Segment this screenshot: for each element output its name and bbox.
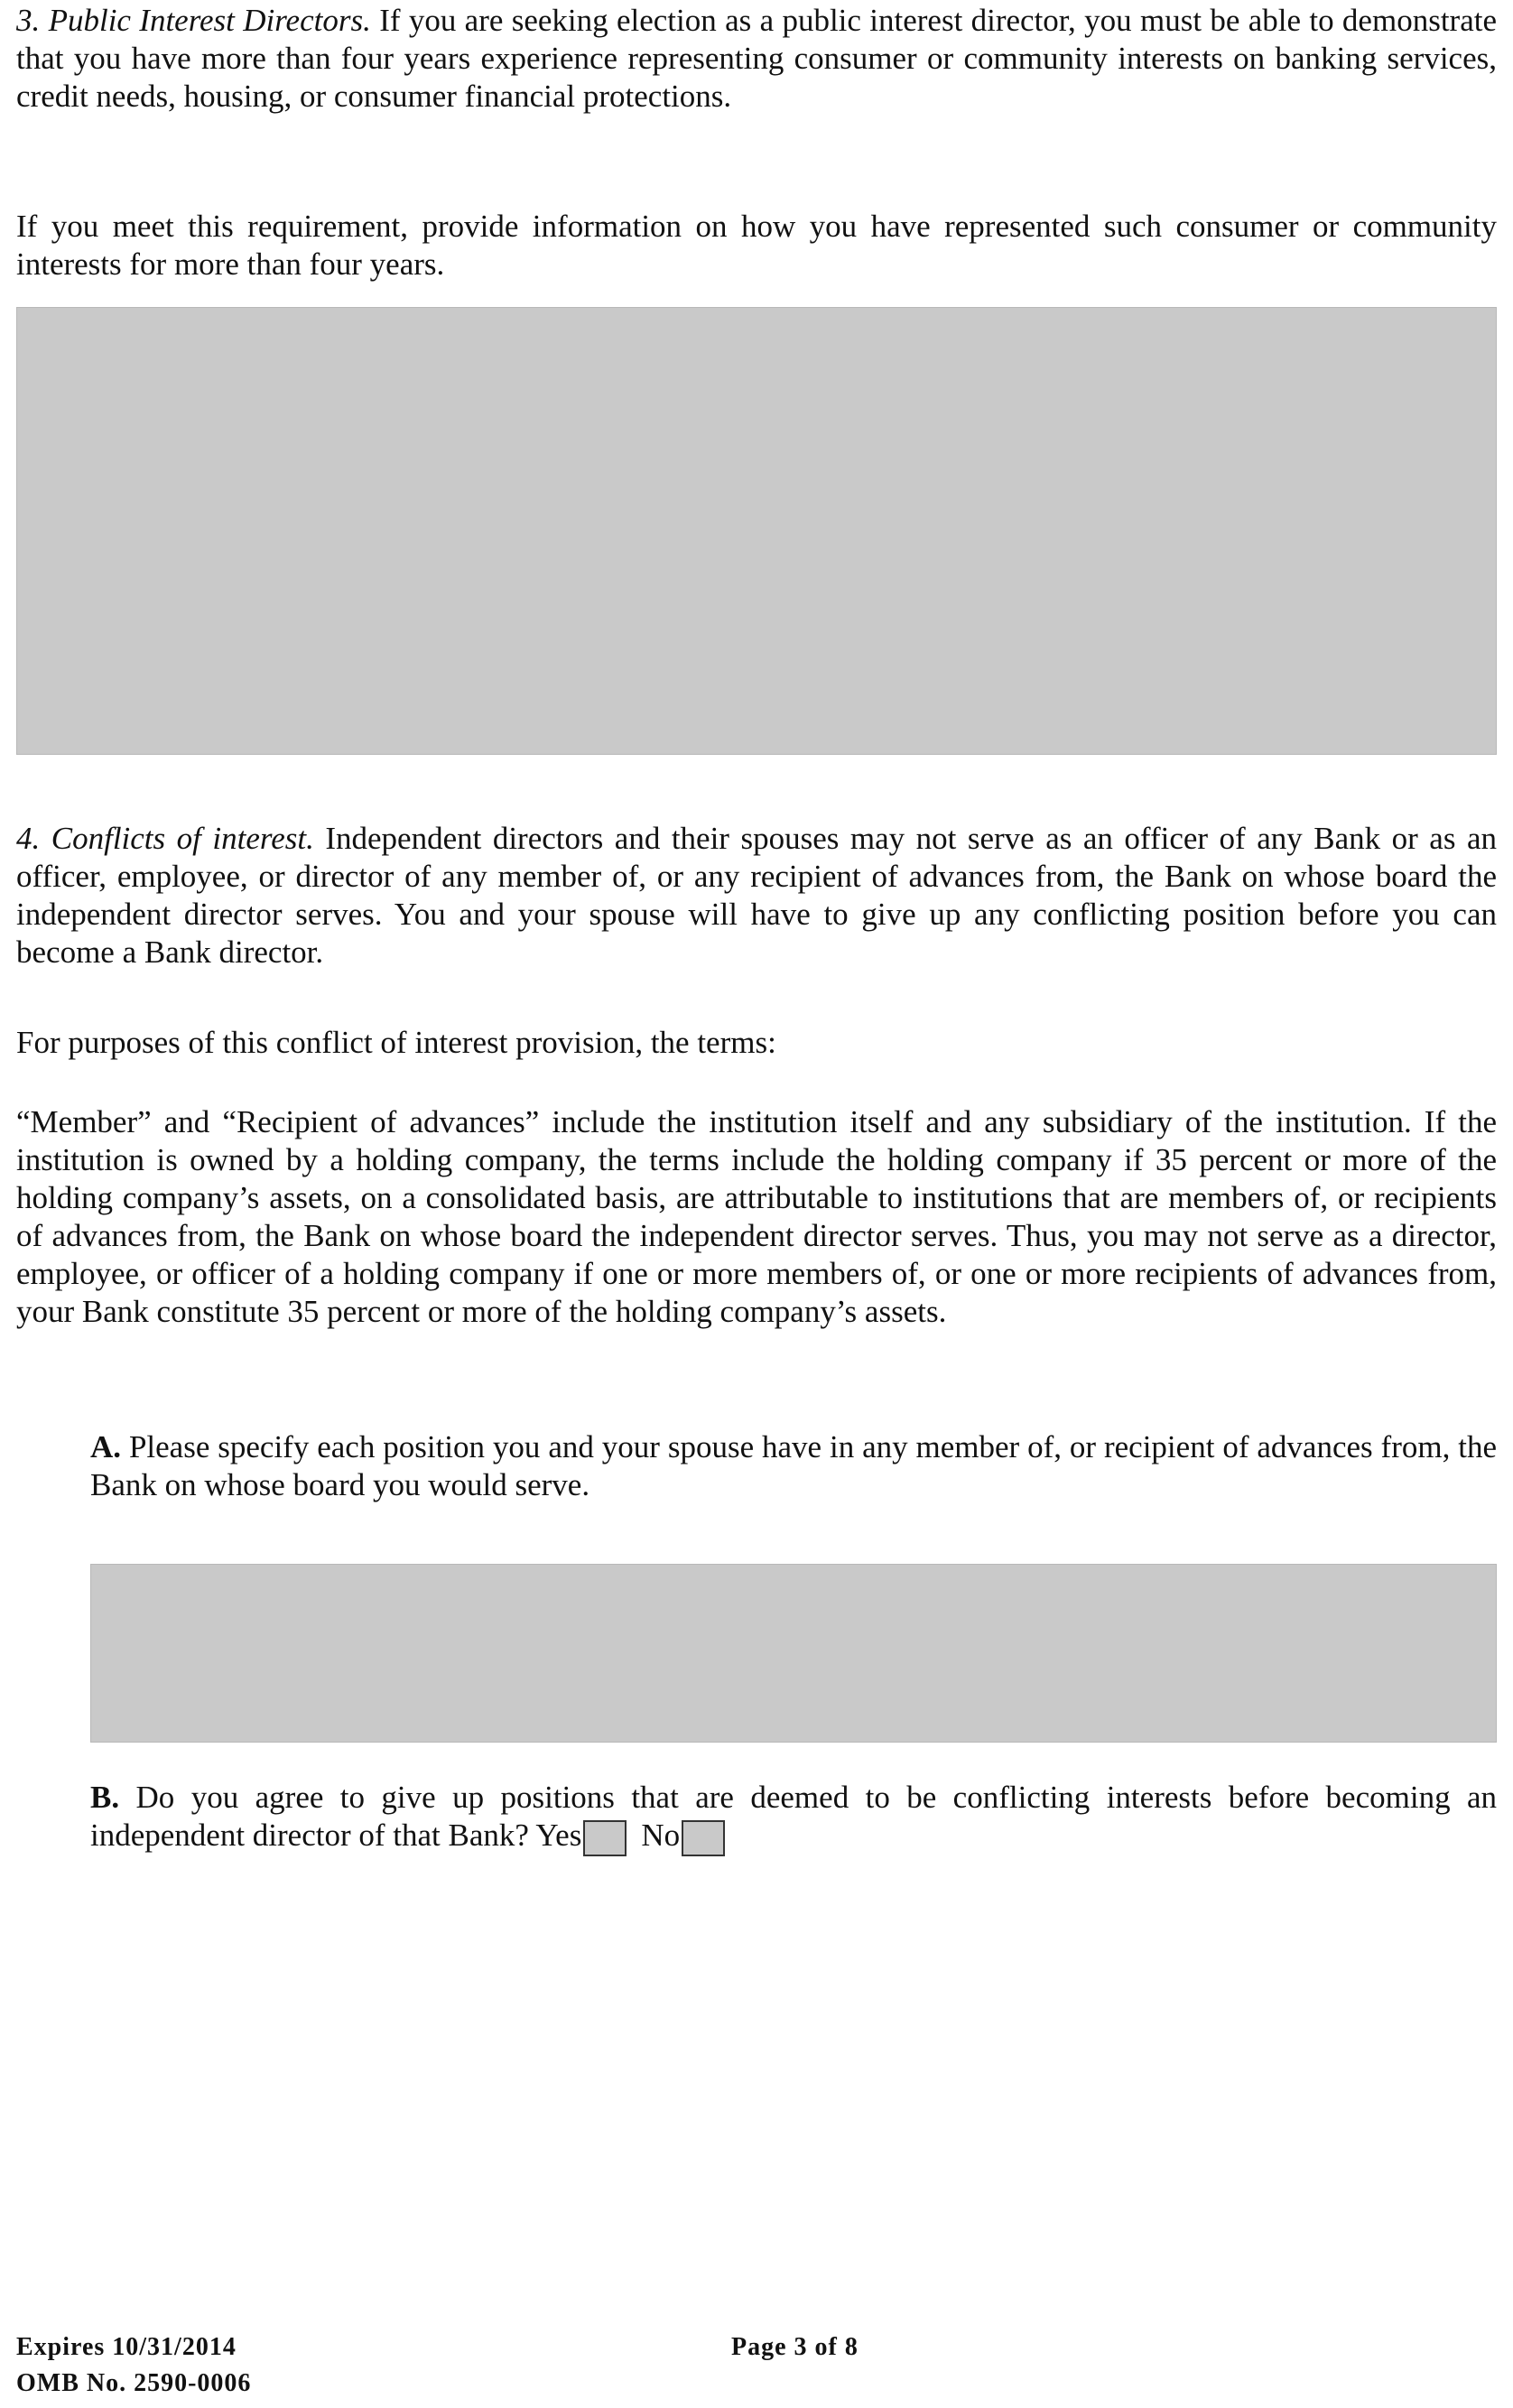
section-3-heading: 3. Public Interest Directors. [16,3,371,38]
section-4-purposes: For purposes of this conflict of interest provision, the terms: [16,1025,776,1060]
item-b-text: Do you agree to give up positions that are deemed to be conflicting interests before becoming an independent director of that Bank? [90,1780,1498,1853]
footer-left [16,2329,251,2402]
section-3-text: If you are seeking election as a public interest director, you must be able to demonstrate that you have more than four years experience representing consumer or community interests on banking services, credit needs, housing, or consumer financial protections. [16,3,1497,114]
section-4-definition: “Member” and “Recipient of advances” include the institution itself and any subsidiary of the institution. If the institution is owned by a holding company, the terms include the holding company if 35 percent or more of the holding company’s assets, on a consolidated basis, are attributable to institutions that are members of, or recipients of advances from, the Bank on whose board the independent director serves. Thus, you may not serve as a director, employee, or officer of a holding company if one or more members of, or one or more recipients of advances from, your Bank constitute 35 percent or more of the holding company’s assets. [16,1104,1497,1329]
item-a-label: A. [90,1429,122,1464]
positions-held-field[interactable] [90,1564,1497,1743]
section-4-text: Independent directors and their spouses may not serve as an officer of any Bank or as an officer, employee, or director of any member of, or any recipient of advances from, the Bank on whose board the independent director serves. You and your spouse will have to give up any conflicting position before you can become a Bank director. [16,821,1498,970]
item-b-label: B. [90,1780,120,1815]
item-b-paragraph [90,1779,1497,1856]
item-a-paragraph [90,1428,1497,1504]
no-label: No [641,1818,681,1853]
yes-label: Yes [535,1818,582,1853]
item-a-text: Please specify each position you and your spouse have in any member of, or recipient of advances from, the Bank on whose board you would serve. [90,1429,1497,1502]
page-number: Page 3 of 8 [731,2333,859,2361]
section-4-heading: 4. Conflicts of interest. [16,821,314,856]
section-3-paragraph [16,2,1497,116]
yes-checkbox[interactable] [583,1820,627,1856]
section-3-prompt: If you meet this requirement, provide information on how you have represented such consumer or community interests for more than four years. [16,209,1497,282]
no-checkbox[interactable] [682,1820,725,1856]
consumer-interest-experience-field[interactable] [16,307,1497,755]
section-4-paragraph [16,820,1497,972]
omb-number: OMB No. 2590-0006 [16,2369,252,2397]
expiration-date: Expires 10/31/2014 [16,2333,237,2361]
